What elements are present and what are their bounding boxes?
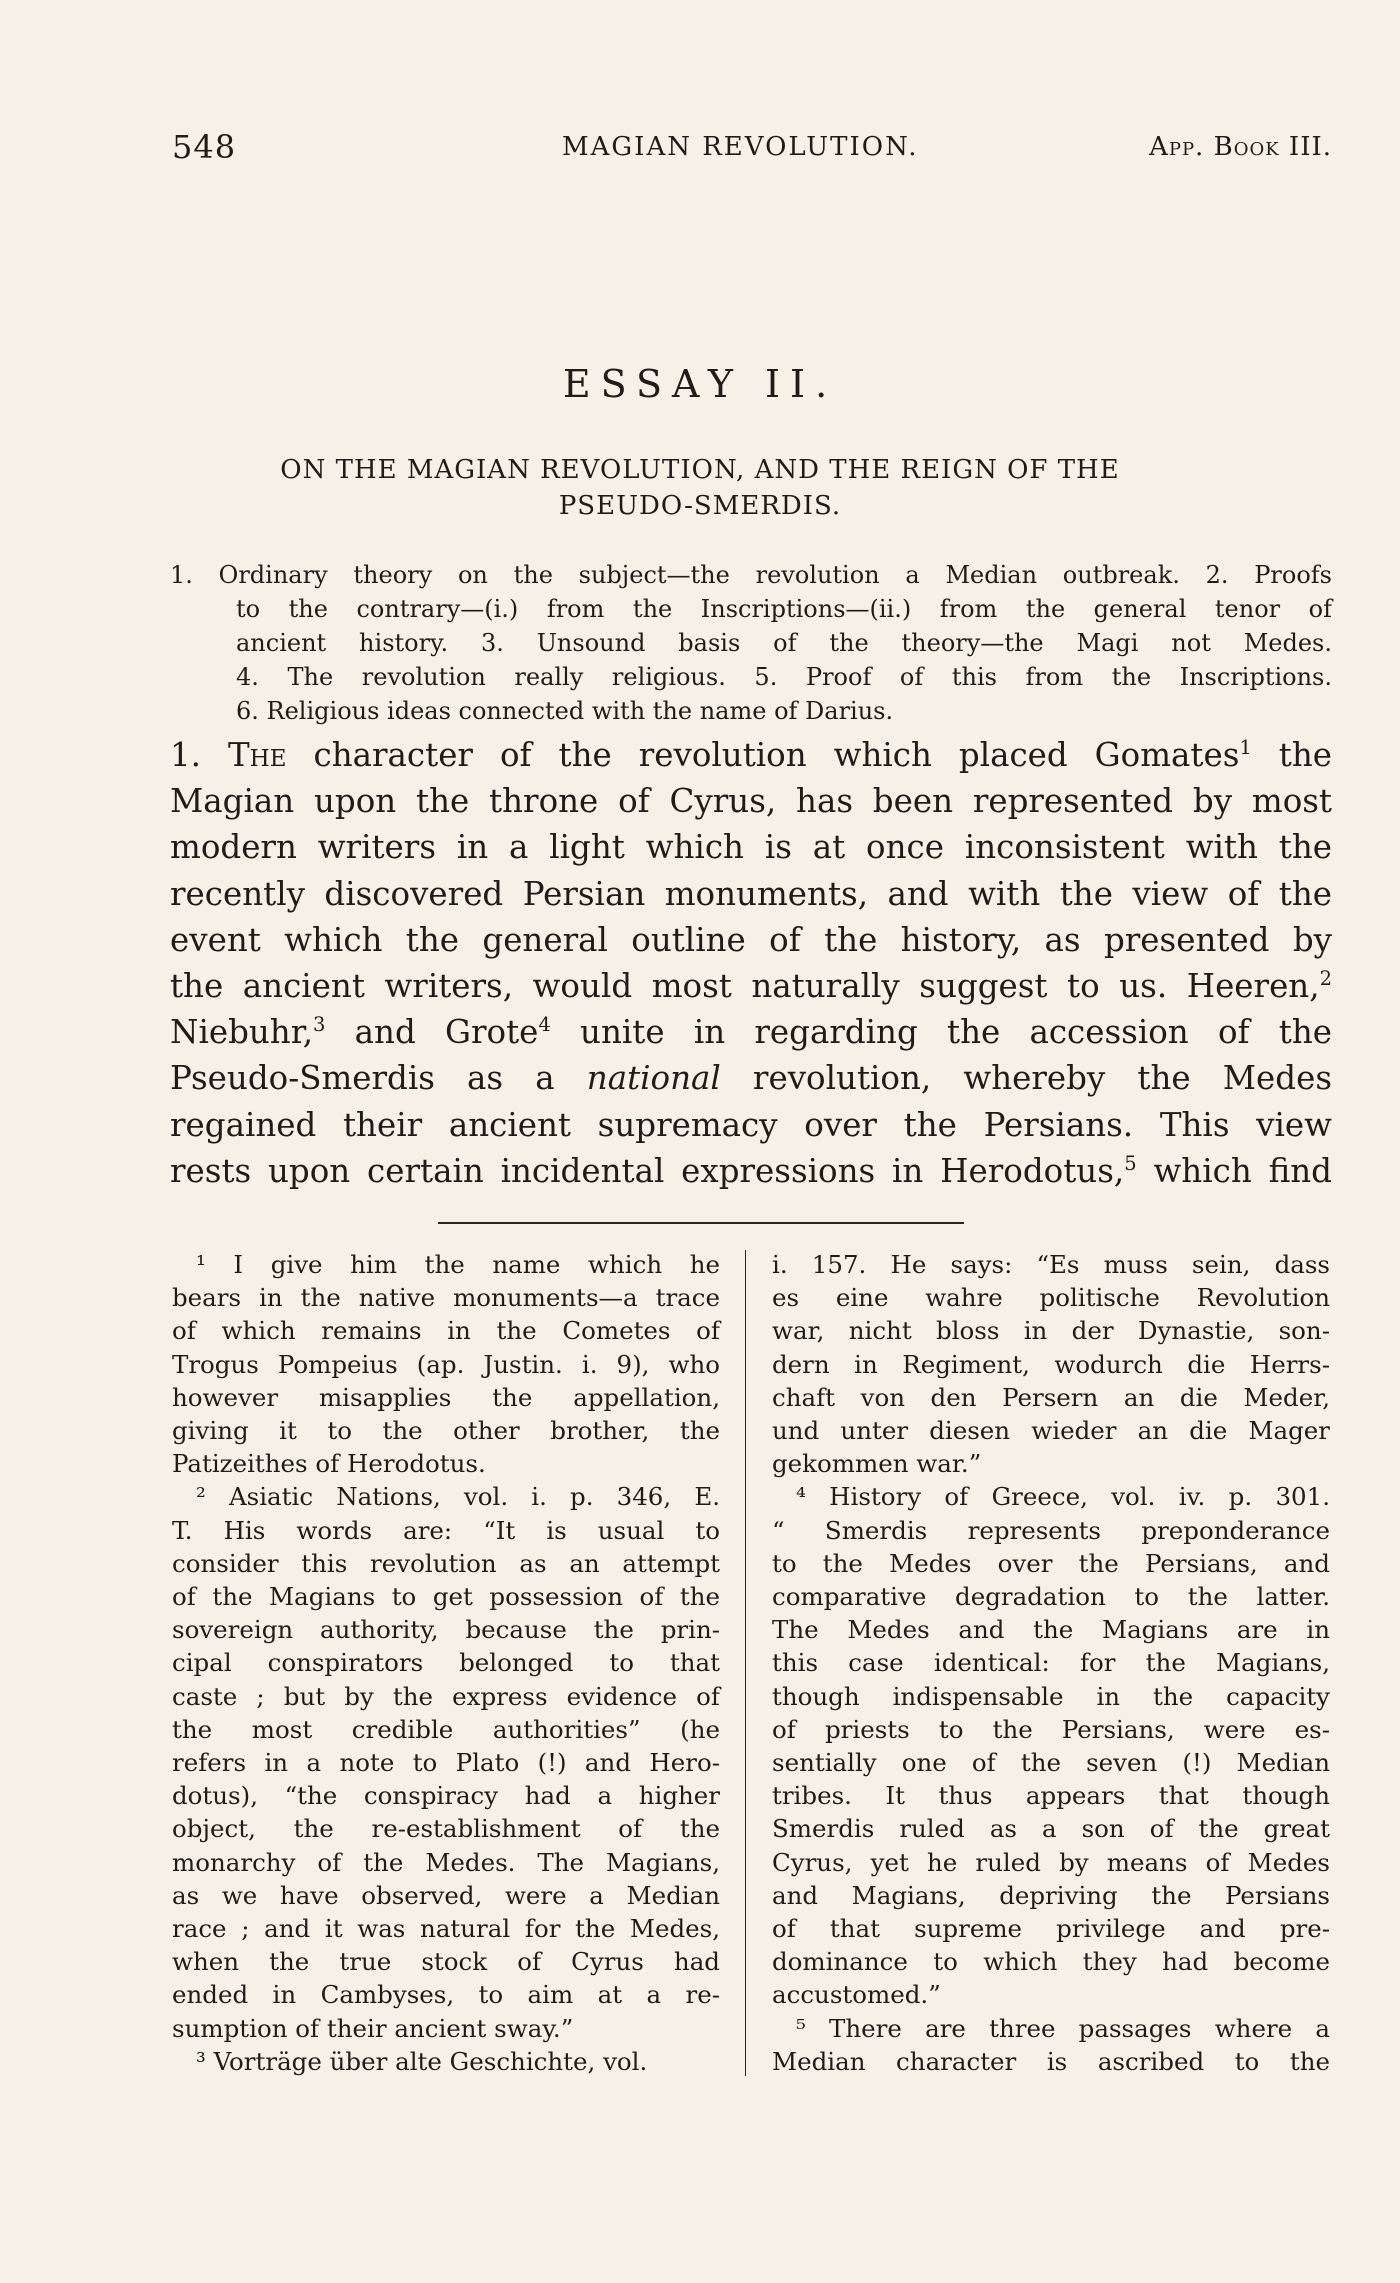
footnote-line: of the Magians to get possession of the xyxy=(172,1582,720,1612)
main-line-2: Magian upon the throne of Cyrus, has been represented by most xyxy=(170,782,1332,821)
footnote-ref-4[interactable]: 4 xyxy=(538,1013,551,1037)
footnote-line: dominance to which they had become xyxy=(772,1947,1330,1977)
main-text xyxy=(170,732,1332,1194)
text-segment: character of the revolution which placed Gomates xyxy=(313,736,1240,774)
footnote-line: Median character is ascribed to the xyxy=(772,2046,1330,2076)
footnote-line: object, the re-establishment of the xyxy=(172,1814,720,1844)
footnotes-right-column xyxy=(772,1248,1330,2078)
footnote-line: Trogus Pompeius (ap. Justin. i. 9), who xyxy=(172,1349,720,1379)
footnote-line: race ; and it was natural for the Medes, xyxy=(172,1914,720,1944)
footnote-line: this case identical: for the Magians, xyxy=(772,1648,1330,1678)
footnote-line: the most credible authorities” (he xyxy=(172,1714,720,1744)
text-segment: the xyxy=(1251,736,1332,774)
footnote-line: “ Smerdis represents preponderance xyxy=(772,1515,1330,1545)
footnote-line: as we have observed, were a Median xyxy=(172,1880,720,1910)
footnote-line: es eine wahre politische Revolution xyxy=(772,1283,1330,1313)
footnote-line: sovereign authority, because the prin- xyxy=(172,1615,720,1645)
opening-word: The xyxy=(228,736,287,774)
footnote-line: ended in Cambyses, to aim at a re- xyxy=(172,1980,720,2010)
main-line-8 xyxy=(170,1055,1332,1101)
footnote-line: chaft von den Persern an die Meder, xyxy=(772,1382,1330,1412)
footnote-line: gekommen war.” xyxy=(772,1449,982,1479)
footnote-line: of that supreme privilege and pre- xyxy=(772,1914,1330,1944)
footnote-line: dotus), “the conspiracy had a higher xyxy=(172,1781,720,1811)
footnotes-left-column xyxy=(172,1248,720,2078)
page-number: 548 xyxy=(172,128,237,166)
book-reference: App. Book III. xyxy=(1149,132,1332,162)
emphasis-national: national xyxy=(586,1059,721,1098)
footnote-ref-3[interactable]: 3 xyxy=(313,1013,326,1037)
text-segment: the ancient writers, would most naturally suggest to us. Heeren, xyxy=(170,967,1320,1006)
footnote-line: tribes. It thus appears that though xyxy=(772,1781,1330,1811)
main-line-5: event which the general outline of the history, as presented by xyxy=(170,920,1332,959)
text-segment: which find xyxy=(1136,1151,1332,1190)
main-line-6 xyxy=(170,963,1332,1009)
footnote-line: i. 157. He says: “Es muss sein, dass xyxy=(772,1250,1330,1279)
synopsis-line: 6. Religious ideas connected with the name of Darius. xyxy=(236,697,894,725)
footnote-line: ⁴ History of Greece, vol. iv. p. 301. xyxy=(796,1482,1330,1512)
footnote-line: Patizeithes of Herodotus. xyxy=(172,1449,486,1479)
essay-subtitle-line-1: ON THE MAGIAN REVOLUTION, AND THE REIGN OF THE xyxy=(280,455,1120,485)
footnote-line: sentially one of the seven (!) Median xyxy=(772,1748,1330,1778)
footnote-line: T. His words are: “It is usual to xyxy=(172,1515,720,1545)
footnote-line: to the Medes over the Persians, and xyxy=(772,1548,1330,1578)
main-line-7 xyxy=(170,1009,1332,1055)
footnote-line: when the true stock of Cyrus had xyxy=(172,1947,720,1977)
footnote-ref-2[interactable]: 2 xyxy=(1319,967,1332,991)
footnote-line: cipal conspirators belonged to that xyxy=(172,1648,720,1678)
footnote-ref-1[interactable]: 1 xyxy=(1239,736,1252,760)
footnote-line: und unter diesen wieder an die Mager xyxy=(772,1416,1330,1446)
essay-synopsis xyxy=(170,558,1332,728)
synopsis-line: 1. Ordinary theory on the subject—the revolution a Median outbreak. 2. Proofs xyxy=(170,561,1332,589)
synopsis-line: ancient history. 3. Unsound basis of the theory—the Magi not Medes. xyxy=(236,629,1332,657)
running-title: MAGIAN REVOLUTION. xyxy=(562,132,919,162)
footnote-line: sumption of their ancient sway.” xyxy=(172,2013,574,2043)
synopsis-line: 4. The revolution really religious. 5. Proof of this from the Inscriptions. xyxy=(236,663,1332,691)
essay-subtitle-line-2: PSEUDO-SMERDIS. xyxy=(558,491,842,521)
section-number: 1. xyxy=(170,736,202,774)
footnote-line: ³ Vorträge über alte Geschichte, vol. xyxy=(196,2046,648,2076)
footnote-separator xyxy=(438,1222,964,1224)
main-line-9: regained their ancient supremacy over the Persians. This view xyxy=(170,1105,1332,1144)
footnote-line: caste ; but by the express evidence of xyxy=(172,1681,720,1711)
footnote-line: of which remains in the Cometes of xyxy=(172,1316,720,1346)
synopsis-line: to the contrary—(i.) from the Inscriptions—(ii.) from the general tenor of xyxy=(236,595,1332,623)
footnote-line: monarchy of the Medes. The Magians, xyxy=(172,1847,720,1877)
footnote-line: refers in a note to Plato (!) and Hero- xyxy=(172,1748,720,1778)
footnote-line: of priests to the Persians, were es- xyxy=(772,1714,1330,1744)
essay-title: ESSAY II. xyxy=(562,362,838,406)
footnote-line: The Medes and the Magians are in xyxy=(772,1615,1330,1645)
text-segment: rests upon certain incidental expressions in Herodotus, xyxy=(170,1151,1125,1190)
footnote-line: war, nicht bloss in der Dynastie, son- xyxy=(772,1316,1330,1346)
footnote-line: comparative degradation to the latter. xyxy=(772,1582,1330,1612)
footnote-line: Cyrus, yet he ruled by means of Medes xyxy=(772,1847,1330,1877)
footnote-column-divider xyxy=(745,1250,746,2076)
footnote-line: however misapplies the appellation, xyxy=(172,1382,720,1412)
footnote-ref-5[interactable]: 5 xyxy=(1124,1152,1137,1175)
main-line-1 xyxy=(170,732,1332,778)
footnote-line: giving it to the other brother, the xyxy=(172,1416,720,1446)
text-segment: unite in regarding the accession of the xyxy=(550,1013,1333,1052)
essay-subtitle xyxy=(250,452,1150,524)
footnote-line: ¹ I give him the name which he xyxy=(196,1250,720,1279)
footnote-line: bears in the native monuments—a trace xyxy=(172,1283,720,1313)
footnote-line: accustomed.” xyxy=(772,1980,941,2010)
text-segment: Niebuhr, xyxy=(170,1013,314,1052)
text-segment: revolution, whereby the Medes xyxy=(720,1059,1333,1098)
footnote-line: Smerdis ruled as a son of the great xyxy=(772,1814,1330,1844)
footnote-line: and Magians, depriving the Persians xyxy=(772,1880,1330,1910)
footnote-line: though indispensable in the capacity xyxy=(772,1681,1330,1711)
main-line-3: modern writers in a light which is at once inconsistent with the xyxy=(170,828,1332,867)
footnote-line: consider this revolution as an attempt xyxy=(172,1548,720,1578)
main-line-4: recently discovered Persian monuments, and with the view of the xyxy=(170,874,1332,913)
footnote-line: ⁵ There are three passages where a xyxy=(796,2013,1330,2043)
text-segment: and Grote xyxy=(325,1013,539,1052)
main-line-10 xyxy=(170,1148,1332,1194)
footnote-line: ² Asiatic Nations, vol. i. p. 346, E. xyxy=(196,1482,720,1512)
footnote-line: dern in Regiment, wodurch die Herrs- xyxy=(772,1349,1330,1379)
text-segment: Pseudo-Smerdis as a xyxy=(170,1059,587,1098)
running-header xyxy=(172,128,1332,168)
